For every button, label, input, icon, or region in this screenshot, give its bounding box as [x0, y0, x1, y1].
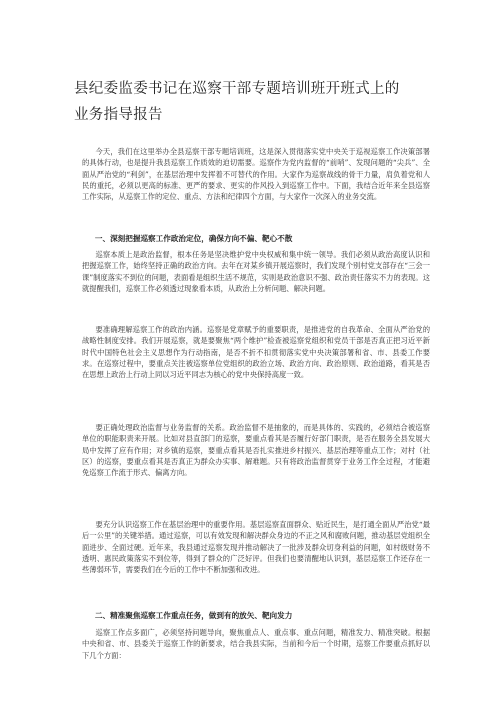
section-1-paragraph-3: 要正确处理政治监督与业务监督的关系。政治监督不是抽象的，而是具体的、实践的，必须结合被巡察单位的职能职责来开展。比如对县直部门的巡察，要重点看其是否履行好部门职责，是否在服务全县发展大局中发挥了应有作用；对乡镇的巡察，要重点看其是否扎实推进乡村振兴、基层治理等重点工作；对村（社区）的巡察，要重点看其是否真正为群众办实事、解难题。只有将政治监督贯穿于业务工作全过程，才能避免巡察工作流于形式、偏离方向。	[82, 423, 430, 478]
intro-paragraph: 今天，我们在这里举办全县巡察干部专题培训班，这是深入贯彻落实党中央关于巡视巡察工作决策部署的具体行动，也是提升我县巡察工作质效的迫切需要。巡察作为党内监督的“前哨”、发现问题的“尖兵”、全面从严治党的“利剑”，在基层治理中发挥着不可替代的作用。大家作为巡察战线的骨干力量，肩负着党和人民的重托，必须以更高的标准、更严的要求、更实的作风投入到巡察工作中。下面，我结合近年来全县巡察工作实际，从巡察工作的定位、重点、方法和纪律四个方面，与大家作一次深入的业务交流。	[82, 147, 430, 202]
section-1-paragraph-4: 要充分认识巡察工作在基层治理中的重要作用。基层巡察直面群众、贴近民生，是打通全面从严治党“最后一公里”的关键举措。通过巡察，可以有效发现和解决群众身边的不正之风和腐败问题，推动基层党组织全面进步、全面过硬。近年来，我县通过巡察发现并推动解决了一批涉及群众切身利益的问题，如村级财务不透明、惠民政策落实不到位等，得到了群众的广泛好评。但我们也要清醒地认识到，基层巡察工作还存在一些薄弱环节，需要我们在今后的工作中不断加强和改进。	[82, 520, 430, 575]
document-title-line-2: 业务指导报告	[74, 107, 163, 123]
document-title-line-1: 县纪委监委书记在巡察干部专题培训班开班式上的	[74, 81, 400, 97]
section-2-paragraph-1: 巡察工作点多面广，必须坚持问题导向，聚焦重点人、重点事、重点问题，精准发力、精准突破。根据中央和省、市、县委关于巡察工作的新要求，结合我县实际，当前和今后一个时期，巡察工作要重点抓好以下几个方面：	[82, 628, 430, 660]
section-1-paragraph-2: 要准确理解巡察工作的政治内涵。巡察是党章赋予的重要职责，是推进党的自我革命、全面从严治党的战略性制度安排。我们开展巡察，就是要聚焦“两个维护”检查被巡察党组织和党员干部是否真正把习近平新时代中国特色社会主义思想作为行动指南，是否不折不扣贯彻落实党中央决策部署和省、市、县委工作要求。在巡察过程中，要重点关注被巡察单位党组织的政治立场、政治方向、政治原则、政治道路，看其是否在思想上政治上行动上同以习近平同志为核心的党中央保持高度一致。	[82, 325, 430, 380]
section-2-heading: 二、精准聚焦巡察工作重点任务，做到有的放矢、靶向发力	[94, 611, 293, 620]
section-1-heading: 一、深刻把握巡察工作政治定位，确保方向不偏、靶心不散	[94, 234, 293, 243]
section-1-paragraph-1: 巡察本质上是政治监督，根本任务是坚决维护党中央权威和集中统一领导。我们必须从政治高度认识和把握巡察工作，始终坚持正确的政治方向。去年在对某乡镇开展巡察时，我们发现个别村党支部存在“三会一课”制度落实不到位的问题，表面看是组织生活不规范，实则是政治意识不强、政治责任落实不力的表现。这就提醒我们，巡察工作必须透过现象看本质，从政治上分析问题、解决问题。	[82, 250, 430, 293]
